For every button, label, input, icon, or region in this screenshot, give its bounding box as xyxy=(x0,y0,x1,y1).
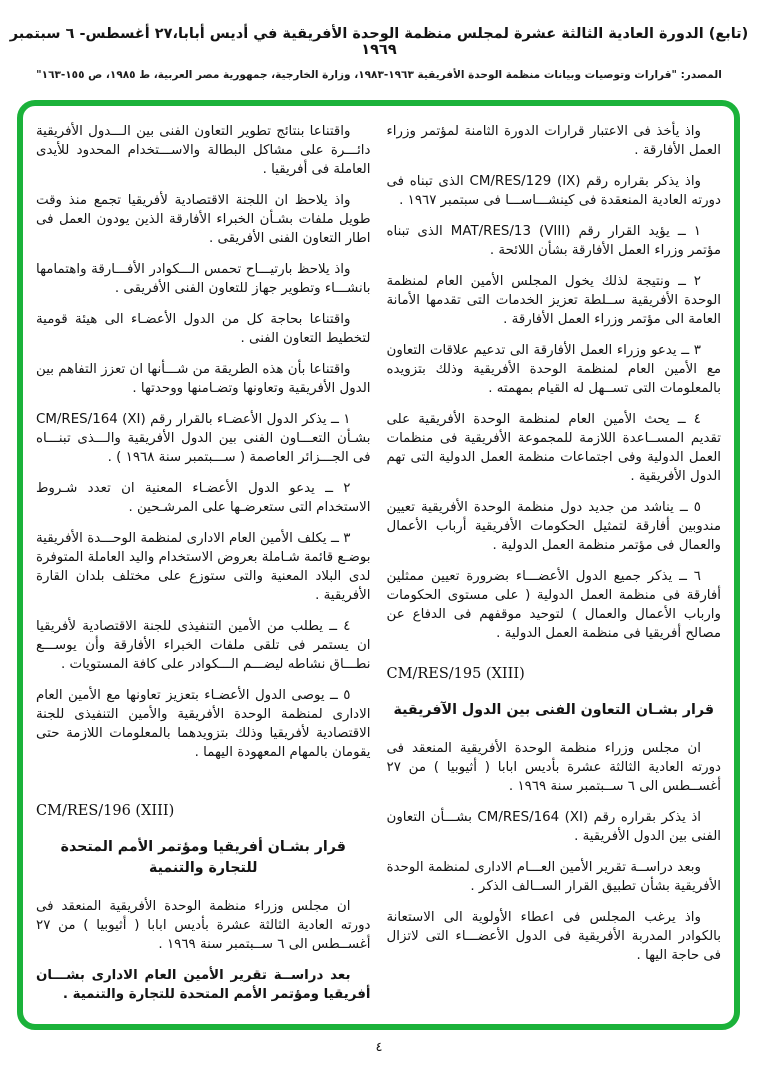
paragraph: ٥ ــ يوصى الدول الأعضـاء بتعزيز تعاونها مع الأمين العام الادارى لمنظمة الوحدة الأفريقية والأمين التنفيذى للجنة الاقتصادية لأفريقيا وذلك بتزويدهما بالمعلومات اللازمة حتى يقومان بالمهام المعهودة اليهما . xyxy=(36,688,371,760)
paragraph: واقتناعا بأن هذه الطريقة من شـــأنها ان تعزز التفاهم بين الدول الأفريقية وتعاونها وتضـامنها ووحدتها . xyxy=(36,362,371,396)
paragraph: ٤ ــ يطلب من الأمين التنفيذى للجنة الاقتصادية لأفريقيا ان يستمر فى تلقى ملفات الخبراء الأفارقة وأن يوســـع نطـــاق نشاطه ليضـــم الـــكوادر على كافة المستويات . xyxy=(36,619,371,672)
paragraph: واذ يأخذ فى الاعتبار قرارات الدورة الثامنة لمؤتمر وزراء العمل الأفارقة . xyxy=(386,124,721,158)
paragraph: ٣ ــ يدعو وزراء العمل الأفارقة الى تدعيم علاقات التعاون مع الأمين العام لمنظمة الوحدة الأفريقية وذلك بتزويده بالمعلومات التى تســهل له القيام بمهمته . xyxy=(386,343,721,396)
paragraph: ٢ ــ ونتيجة لذلك يخول المجلس الأمين العام لمنظمة الوحدة الأفريقية ســلطة تعزيز الخدمات التى تقدمها الأمانة العامة الى مؤتمر وزراء العمل الأفارقة . xyxy=(386,274,721,327)
column-left xyxy=(36,122,371,1024)
paragraph: ٥ ــ يناشد من جديد دول منظمة الوحدة الأفريقية تعيين مندوبين أفارقة لتمثيل الحكومات الأفريقية أرباب الأعمال والعمال فى مؤتمر منظمة العمل الدولية . xyxy=(386,500,721,553)
paragraph: بعد دراســة تقرير الأمين العام الادارى بشـــان أفريقيا ومؤتمر الأمم المتحدة للتجارة والتنمية . xyxy=(36,968,371,1002)
paragraph: ٤ ــ يحث الأمين العام لمنظمة الوحدة الأفريقية على تقديم المســاعدة اللازمة للمجموعة الأفريقية فى منظمات العمل الدولية وفى اجتماعات منظمة العمل الدولية التى تهم الدول الأفريقية . xyxy=(386,412,721,484)
header-session-title: (تابع) الدورة العادية الثالثة عشرة لمجلس منظمة الوحدة الأفريقية في أديس أبابا،٢٧ أغسطس- ٦ سبتمبر ١٩٦٩ xyxy=(9,26,749,58)
paragraph: ٦ ــ يذكر جميع الدول الأعضـــاء بضرورة تعيين ممثلين أفارقة فى منظمة العمل الدولية ( على مستوى الحكومات وارباب الأعمال والعمال ) لتوحيد موقفهم فى الدفاع عن مصالح أفريقيا فى منظمة العمل الدولية . xyxy=(386,569,721,641)
paragraph: ١ ــ يؤيد القرار رقم MAT/RES/13 (VIII) الذى تبناه مؤتمر وزراء العمل الأفارقة بشأن اللائحة . xyxy=(386,224,721,258)
paragraph: ٣ ــ يكلف الأمين العام الادارى لمنظمة الوحـــدة الأفريقية بوضـع قائمة شـاملة بعروض الاستخدام واليد العاملة المتوفرة لدى البلاد المعنية والتى ستوزع على مختلف بلدان القارة الأفريقية . xyxy=(36,531,371,603)
paragraph: اذ يذكر بقراره رقم CM/RES/164 (XI) بشـــأن التعاون الفنى بين الدول الأفريقية . xyxy=(386,810,721,844)
paragraph: واذ يلاحظ بارتيـــاح تحمس الـــكوادر الأفـــارقة واهتمامها بانشـــاء وتطوير جهاز للتعاون الفنى الأفريقى . xyxy=(36,262,371,296)
resolution-ref-cm-res-195: CM/RES/195 (XIII) xyxy=(386,666,525,682)
paragraph: ان مجلس وزراء منظمة الوحدة الأفريقية المنعقد فى دورته العادية الثالثة عشرة بأديس ابابا ( أثيوبيا ) من ٢٧ أغســطس الى ٦ ســبتمبر سنة ١٩٦٩ . xyxy=(36,899,371,952)
resolution-title: قرار بشـان أفريقيا ومؤتمر الأمم المتحدة للتجارة والتنمية xyxy=(60,839,346,876)
paragraph: ٢ ــ يدعو الدول الأعضـاء المعنية ان تعدد شـروط الاستخدام التى ستعرضـها على المرشـحين . xyxy=(36,481,371,515)
document-frame xyxy=(17,100,740,1030)
paragraph: واذ يلاحظ ان اللجنة الاقتصادية لأفريقيا تجمع منذ وقت طويل ملفات بشـأن الخبراء الأفارقة الذين يودون العمل فى اطار التعاون الفنى الأفريقى . xyxy=(36,193,371,246)
header-source-citation: المصدر: "قرارات وتوصيات وبيانات منظمة الوحدة الأفريقية ١٩٦٣-١٩٨٣، وزارة الخارجية، جمهورية مصر العربية، ط ١٩٨٥، ص ١٥٥-١٦٣" xyxy=(36,69,722,81)
two-column-layout xyxy=(36,122,721,1024)
resolution-title: قرار بشـان التعاون الفنى بين الدول الآفريقية xyxy=(393,702,714,718)
column-right xyxy=(387,122,722,1024)
paragraph: ١ ــ يذكر الدول الأعضـاء بالقرار رقم CM/RES/164 (XI) بشـأن التعـــاون الفنى بين الدول الأفريقية والـــذى تبنـــاه فى الجـــزائر العاصمة ( ســـبتمبر سنة ١٩٦٨ ) . xyxy=(36,412,371,465)
paragraph: وبعد دراســة تقرير الأمين العـــام الادارى لمنظمة الوحدة الأفريقية بشأن تطبيق القرار الســالف الذكر . xyxy=(386,860,721,894)
page-header xyxy=(0,0,758,81)
paragraph: واذ يرغب المجلس فى اعطاء الأولوية الى الاستعانة بالكوادر المدربة الأفريقية فى الدول الأعضـــاء التى لاتزال فى حاجة اليها . xyxy=(386,910,721,963)
paragraph: واذ يذكر بقراره رقم CM/RES/129 (IX) الذى تبناه فى دورته العادية المنعقدة فى كينشـــاســـا فى سبتمبر ١٩٦٧ . xyxy=(386,174,721,208)
paragraph: واقتناعا بحاجة كل من الدول الأعضـاء الى هيئة قومية لتخطيط التعاون الفنى . xyxy=(36,312,371,346)
paragraph: ان مجلس وزراء منظمة الوحدة الأفريقية المنعقد فى دورته العادية الثالثة عشرة بأديس ابابا ( أثيوبيا ) من ٢٧ أغســطس الى ٦ ســبتمبر سنة ١٩٦٩ . xyxy=(386,741,721,794)
resolution-ref-cm-res-196: CM/RES/196 (XIII) xyxy=(36,803,175,819)
page-number: ٤ xyxy=(375,1040,383,1055)
paragraph: واقتناعا بنتائج تطوير التعاون الفنى بين الـــدول الأفريقية دائـــرة على مشاكل البطالة والاســـتخدام المحدود للأيدى العاملة فى أفريقيا . xyxy=(36,124,371,177)
